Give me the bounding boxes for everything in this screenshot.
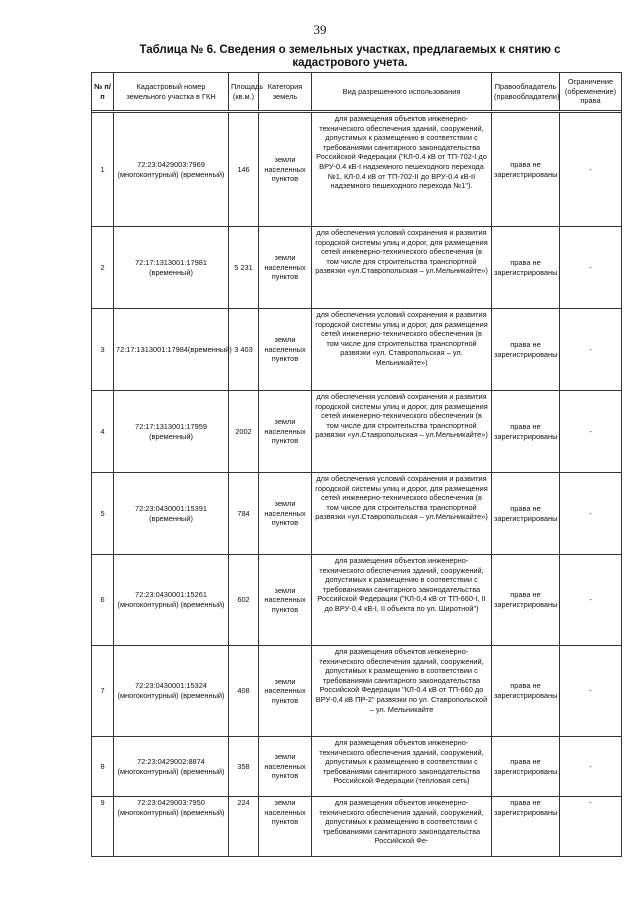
cell-holder: права не зарегистрированы — [492, 737, 560, 797]
cell-cadastral: 72:17:1313001:17981 (временный) — [114, 227, 229, 309]
cell-holder: права не зарегистрированы — [492, 555, 560, 646]
cell-use: для размещения объектов инженерно-технического обеспечения зданий, сооружений, допустимых к размещению в соответствии с требованиями санитарного законодательства Российской Федерации (тепловая сеть) — [312, 737, 492, 797]
cell-cadastral: 72:23:0430001:15261 (многоконтурный) (временный) — [114, 555, 229, 646]
cell-holder: права не зарегистрированы — [492, 227, 560, 309]
cell-use: для обеспечения условий сохранения и развития городской системы улиц и дорог, для размещения сетей инженерно-технического обеспечения (в том числе для строительства транспортной развязки «ул.Ставропольская – ул.Мельникайте») — [312, 473, 492, 555]
cell-num: 6 — [92, 555, 114, 646]
cell-restriction: - — [560, 555, 622, 646]
cell-num: 9 — [92, 797, 114, 857]
cell-category: земли населенных пунктов — [259, 797, 312, 857]
cell-category: земли населенных пунктов — [259, 113, 312, 227]
cell-use: для размещения объектов инженерно-технического обеспечения зданий, сооружений, допустимых к размещению в соответствии с требованиями санитарного законодательства Российской Федерации "КЛ-0.4 кВ от ТП-660 до ВРУ-0,4 кВ ПР-2" развязки по ул. Ставропольской – ул. Мельникайте — [312, 646, 492, 737]
header-num: № п/п — [92, 73, 114, 111]
cell-use: для обеспечения условий сохранения и развития городской системы улиц и дорог, для размещения сетей инженерно-технического обеспечения (в том числе для строительства транспортной развязки «ул.Ставропольская – ул.Мельникайте») — [312, 227, 492, 309]
cell-num: 1 — [92, 113, 114, 227]
cell-restriction: - — [560, 646, 622, 737]
cell-category: земли населенных пунктов — [259, 646, 312, 737]
header-cadastral: Кадастровый номер земельного участка в ГКН — [114, 73, 229, 111]
cell-num: 5 — [92, 473, 114, 555]
cell-area: 224 — [229, 797, 259, 857]
cell-category: земли населенных пунктов — [259, 227, 312, 309]
cell-restriction: - — [560, 113, 622, 227]
cell-num: 3 — [92, 309, 114, 391]
cell-area: 358 — [229, 737, 259, 797]
cell-use: для обеспечения условий сохранения и развития городской системы улиц и дорог, для размещения сетей инженерно-технического обеспечения (в том числе для строительства транспортной развязки «ул. Ставропольская – ул. Мельникайте») — [312, 309, 492, 391]
cell-num: 4 — [92, 391, 114, 473]
cell-holder: права не зарегистрированы — [492, 391, 560, 473]
header-area: Площадь (кв.м.) — [229, 73, 259, 111]
cell-cadastral: 72:23:0429003:7950 (многоконтурный) (временный) — [114, 797, 229, 857]
table-row — [92, 473, 622, 555]
table-row — [92, 309, 622, 391]
table-row — [92, 737, 622, 797]
cell-area: 784 — [229, 473, 259, 555]
cell-holder: права не зарегистрированы — [492, 473, 560, 555]
table-row — [92, 391, 622, 473]
cell-use: для обеспечения условий сохранения и развития городской системы улиц и дорог, для размещения сетей инженерно-технического обеспечения (в том числе для строительства транспортной развязки «ул.Ставропольская – ул.Мельникайте») — [312, 391, 492, 473]
cell-category: земли населенных пунктов — [259, 555, 312, 646]
table-row — [92, 113, 622, 227]
cell-num: 2 — [92, 227, 114, 309]
cell-cadastral: 72:23:0429003:7969 (многоконтурный) (временный) — [114, 113, 229, 227]
header-use: Вид разрешенного использования — [312, 73, 492, 111]
cell-area: 2002 — [229, 391, 259, 473]
cell-area: 408 — [229, 646, 259, 737]
cell-use: для размещения объектов инженерно-технического обеспечения зданий, сооружений, допустимых к размещению в соответствии с требованиями санитарного законодательства Российской Фе- — [312, 797, 492, 857]
cell-holder: права не зарегистрированы — [492, 797, 560, 857]
table-row — [92, 797, 622, 857]
cell-cadastral: 72:23:0430001:15391 (временный) — [114, 473, 229, 555]
cell-restriction: - — [560, 309, 622, 391]
cell-holder: права не зарегистрированы — [492, 309, 560, 391]
cell-holder: права не зарегистрированы — [492, 646, 560, 737]
cell-restriction: - — [560, 391, 622, 473]
cell-cadastral: 72:23:0430001:15324 (многоконтурный) (временный) — [114, 646, 229, 737]
cell-area: 5 231 — [229, 227, 259, 309]
cell-cadastral: 72:23:0429002:8874 (многоконтурный) (временный) — [114, 737, 229, 797]
cell-area: 602 — [229, 555, 259, 646]
cell-num: 8 — [92, 737, 114, 797]
cell-use: для размещения объектов инженерно-технического обеспечения зданий, сооружений, допустимых к размещению в соответствии с требованиями санитарного законодательства Российской Федерации ("КЛ-0.4 кВ от ТП-702-I до ВРУ-0.4 кВ-I надземного пешеходного перехода №1, КЛ-0.4 кВ от ТП-702-II до ВРУ-0.4 кВ-II надземного пешеходного перехода №1"). — [312, 113, 492, 227]
cell-category: земли населенных пунктов — [259, 391, 312, 473]
table-title: Таблица № 6. Сведения о земельных участках, предлагаемых к снятию с кадастрового учета. — [139, 44, 561, 69]
table-row — [92, 227, 622, 309]
header-holder: Правообладатель (правообладатели) — [492, 73, 560, 111]
cell-use: для размещения объектов инженерно-технического обеспечения зданий, сооружений, допустимых к размещению в соответствии с требованиями санитарного законодательства Российской Федерации ("КЛ-0,4 кВ от ТП-660-I, II до ВРУ-0,4 кВ-I, II объекта по ул. Широтной") — [312, 555, 492, 646]
header-restriction: Ограничение (обременение) права — [560, 73, 622, 111]
cell-holder: права не зарегистрированы — [492, 113, 560, 227]
cell-area: 146 — [229, 113, 259, 227]
table-row — [92, 646, 622, 737]
header-category: Категория земель — [259, 73, 312, 111]
cell-cadastral: 72:17:1313001:17959 (временный) — [114, 391, 229, 473]
cell-restriction: - — [560, 227, 622, 309]
page-number: 39 — [313, 22, 327, 37]
table-row — [92, 555, 622, 646]
cell-restriction: - — [560, 797, 622, 857]
cell-restriction: - — [560, 737, 622, 797]
cell-restriction: - — [560, 473, 622, 555]
cell-category: земли населенных пунктов — [259, 737, 312, 797]
cell-category: земли населенных пунктов — [259, 473, 312, 555]
land-plots-table — [91, 72, 622, 857]
cell-category: земли населенных пунктов — [259, 309, 312, 391]
cell-area: 3 403 — [229, 309, 259, 391]
cell-num: 7 — [92, 646, 114, 737]
cell-cadastral: 72:17:1313001:17984(временный) — [114, 309, 229, 391]
